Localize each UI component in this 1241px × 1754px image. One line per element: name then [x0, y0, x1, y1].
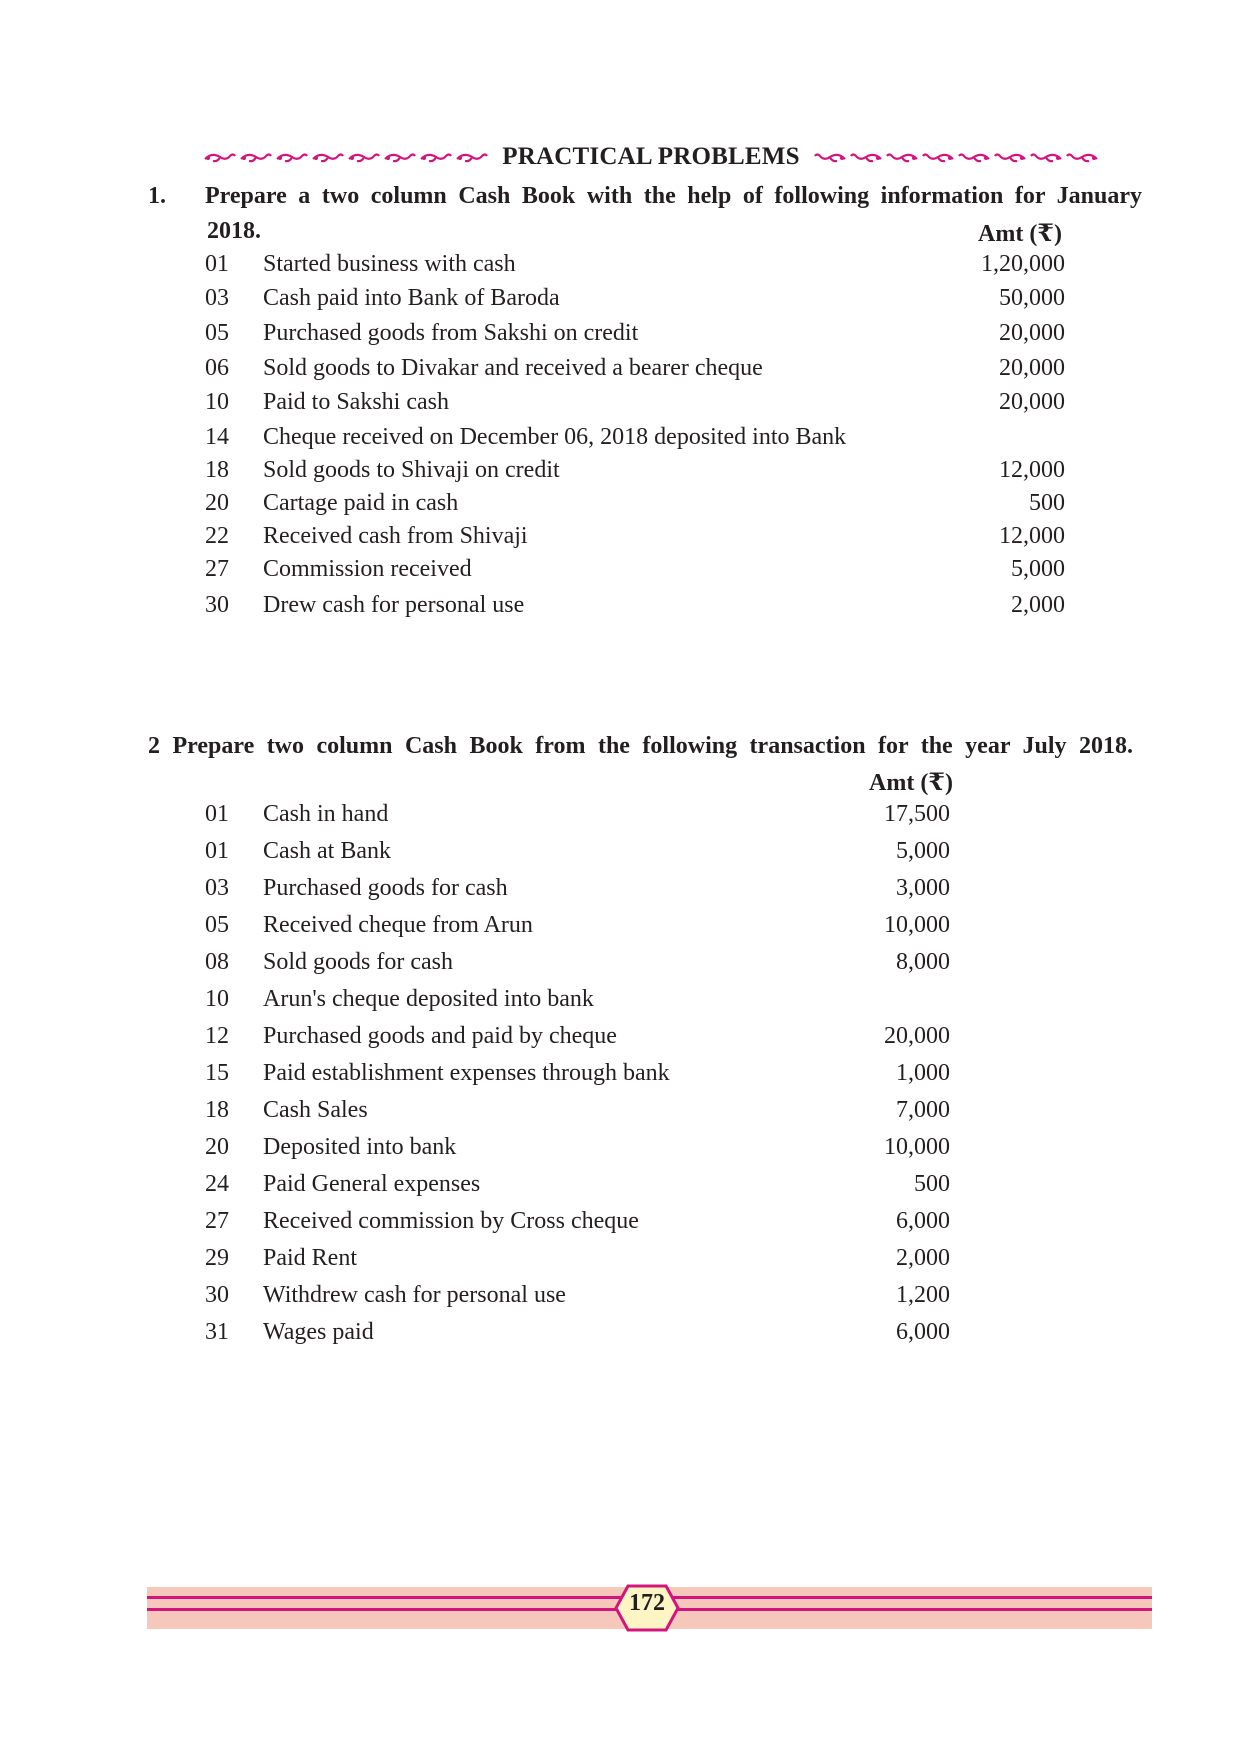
transaction-row: [205, 1208, 950, 1238]
row-description: Deposited into bank: [263, 1134, 457, 1160]
row-day: 06: [205, 355, 229, 381]
problem-1-amt-header: Amt (₹): [978, 221, 1062, 247]
transaction-row: [205, 320, 1065, 350]
transaction-row: [205, 801, 950, 831]
row-amount: 500: [914, 1171, 950, 1197]
row-day: 14: [205, 424, 229, 450]
transaction-row: [205, 1134, 950, 1164]
row-day: 05: [205, 912, 229, 938]
row-description: Wages paid: [263, 1319, 374, 1345]
transaction-row: [205, 592, 1065, 622]
row-day: 05: [205, 320, 229, 346]
row-description: Received commission by Cross cheque: [263, 1208, 639, 1234]
row-day: 27: [205, 556, 229, 582]
row-amount: 20,000: [884, 1023, 950, 1049]
problem-2-text: 2 Prepare two column Cash Book from the following transaction for the year July 2018.: [148, 733, 1133, 759]
row-day: 01: [205, 838, 229, 864]
row-description: Purchased goods for cash: [263, 875, 508, 901]
row-amount: 5,000: [1011, 556, 1065, 582]
row-day: 10: [205, 389, 229, 415]
row-day: 31: [205, 1319, 229, 1345]
row-description: Cash at Bank: [263, 838, 391, 864]
transaction-row: [205, 490, 1065, 520]
row-day: 20: [205, 1134, 229, 1160]
right-ornament-icon: [814, 150, 1098, 164]
row-day: 03: [205, 285, 229, 311]
row-description: Started business with cash: [263, 251, 516, 277]
problem-1-year: 2018.: [207, 218, 261, 244]
row-description: Cash paid into Bank of Baroda: [263, 285, 560, 311]
row-day: 30: [205, 1282, 229, 1308]
page-title: PRACTICAL PROBLEMS: [502, 143, 800, 170]
row-amount: 1,000: [896, 1060, 950, 1086]
transaction-row: [205, 1319, 950, 1349]
row-description: Arun's cheque deposited into bank: [263, 986, 594, 1012]
row-description: Withdrew cash for personal use: [263, 1282, 566, 1308]
row-amount: 17,500: [884, 801, 950, 827]
section-heading: [170, 138, 1132, 176]
row-description: Sold goods to Divakar and received a bearer cheque: [263, 355, 763, 381]
row-day: 20: [205, 490, 229, 516]
transaction-row: [205, 1060, 950, 1090]
transaction-row: [205, 838, 950, 868]
row-day: 15: [205, 1060, 229, 1086]
transaction-row: [205, 1097, 950, 1127]
row-description: Cash Sales: [263, 1097, 368, 1123]
transaction-row: [205, 457, 1065, 487]
left-ornament-icon: [204, 150, 488, 164]
row-amount: 6,000: [896, 1208, 950, 1234]
row-amount: 5,000: [896, 838, 950, 864]
row-day: 24: [205, 1171, 229, 1197]
row-description: Cartage paid in cash: [263, 490, 459, 516]
transaction-row: [205, 355, 1065, 385]
problem-1-number: 1.: [148, 183, 166, 209]
page-number: 172: [629, 1590, 665, 1616]
transaction-row: [205, 986, 950, 1016]
row-amount: 3,000: [896, 875, 950, 901]
row-amount: 20,000: [999, 389, 1065, 415]
row-description: Purchased goods and paid by cheque: [263, 1023, 617, 1049]
row-description: Purchased goods from Sakshi on credit: [263, 320, 639, 346]
row-amount: 2,000: [896, 1245, 950, 1271]
row-day: 30: [205, 592, 229, 618]
row-description: Received cheque from Arun: [263, 912, 533, 938]
transaction-row: [205, 1245, 950, 1275]
row-day: 18: [205, 457, 229, 483]
transaction-row: [205, 949, 950, 979]
row-day: 27: [205, 1208, 229, 1234]
row-amount: 1,200: [896, 1282, 950, 1308]
row-description: Sold goods for cash: [263, 949, 453, 975]
row-description: Cheque received on December 06, 2018 deposited into Bank: [263, 424, 847, 450]
row-day: 03: [205, 875, 229, 901]
row-description: Received cash from Shivaji: [263, 523, 528, 549]
row-description: Paid to Sakshi cash: [263, 389, 449, 415]
row-amount: 10,000: [884, 1134, 950, 1160]
row-amount: 1,20,000: [981, 251, 1065, 277]
row-amount: 20,000: [999, 355, 1065, 381]
row-description: Commission received: [263, 556, 472, 582]
row-amount: 6,000: [896, 1319, 950, 1345]
transaction-row: [205, 556, 1065, 586]
problem-1-text: Prepare a two column Cash Book with the help of following information for January: [205, 183, 1142, 209]
row-description: Paid General expenses: [263, 1171, 481, 1197]
row-amount: 500: [1029, 490, 1065, 516]
row-day: 29: [205, 1245, 229, 1271]
transaction-row: [205, 523, 1065, 553]
transaction-row: [205, 1282, 950, 1312]
transaction-row: [205, 1171, 950, 1201]
transaction-row: [205, 389, 1065, 419]
transaction-row: [205, 1023, 950, 1053]
row-day: 12: [205, 1023, 229, 1049]
transaction-row: [205, 424, 1065, 454]
row-amount: 12,000: [999, 523, 1065, 549]
transaction-row: [205, 912, 950, 942]
row-description: Paid establishment expenses through bank: [263, 1060, 670, 1086]
row-amount: 2,000: [1011, 592, 1065, 618]
row-day: 18: [205, 1097, 229, 1123]
row-description: Cash in hand: [263, 801, 389, 827]
row-day: 01: [205, 251, 229, 277]
row-amount: 8,000: [896, 949, 950, 975]
row-amount: 7,000: [896, 1097, 950, 1123]
row-amount: 12,000: [999, 457, 1065, 483]
transaction-row: [205, 251, 1065, 281]
transaction-row: [205, 285, 1065, 315]
row-amount: 50,000: [999, 285, 1065, 311]
row-day: 01: [205, 801, 229, 827]
row-description: Paid Rent: [263, 1245, 357, 1271]
row-amount: 20,000: [999, 320, 1065, 346]
row-amount: 10,000: [884, 912, 950, 938]
problem-2-amt-header: Amt (₹): [869, 770, 953, 796]
row-description: Sold goods to Shivaji on credit: [263, 457, 560, 483]
transaction-row: [205, 875, 950, 905]
row-day: 08: [205, 949, 229, 975]
row-description: Drew cash for personal use: [263, 592, 525, 618]
row-day: 10: [205, 986, 229, 1012]
row-day: 22: [205, 523, 229, 549]
